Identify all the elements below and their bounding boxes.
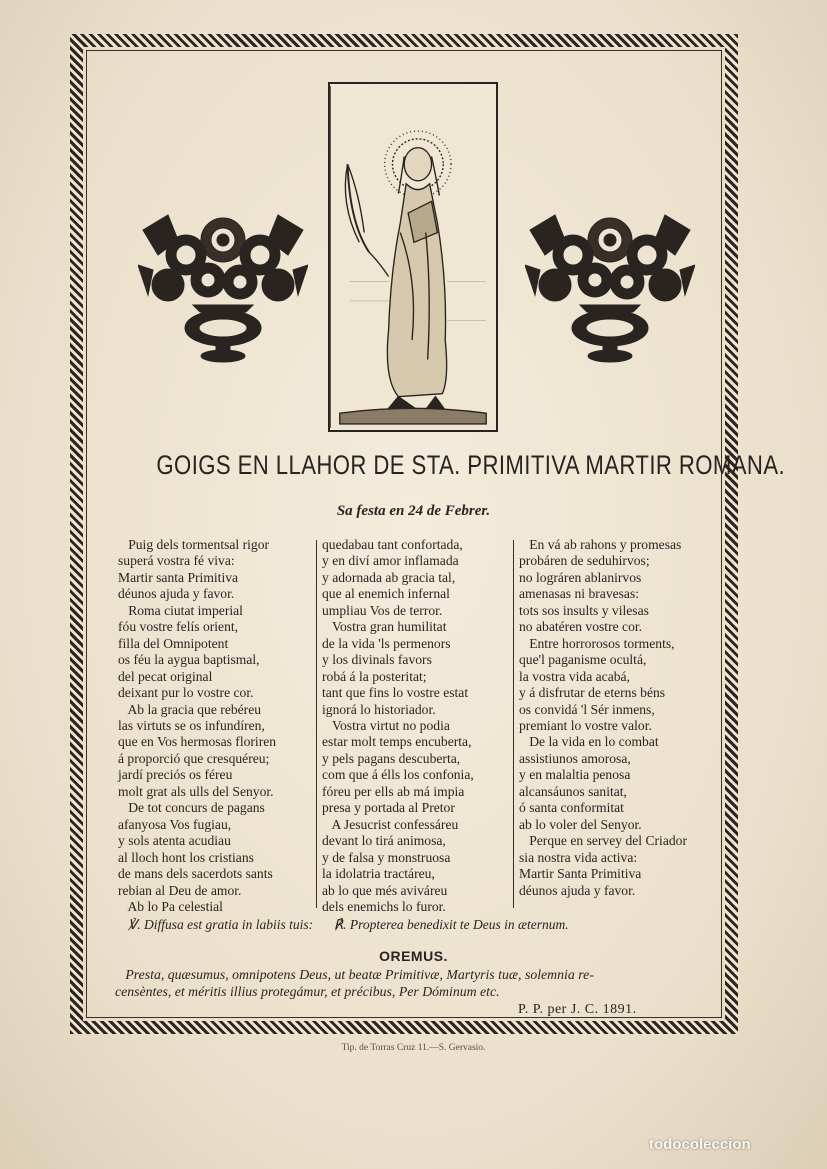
- flower-vase-right-drawing: [525, 210, 695, 365]
- versicle-symbol: ℣.: [128, 917, 141, 932]
- flower-vase-left-drawing: [138, 210, 308, 365]
- saint-figure-drawing: [330, 84, 496, 430]
- verse-column-1: Puig dels tormentsal rigor superá vostra fé viva: Martir santa Primitiva déunos ajuda y favor. Roma ciutat imperial fóu vostre felís orient, filla del Omnipotent os féu la aygua baptismal, del pecat original deixant pur lo vostre cor. Ab la gracia que rebéreu las virtuts se os infundíren, que en Vos hermosas floriren á proporció que cresquéreu; jardí preciós os féreu molt grat als ulls del Senyor. De tot concurs de pagans afanyosa Vos fugiau, y sols atenta acudiau al lloch hont los cristians de mans dels sacerdots sants rebian al Deu de amor. Ab lo Pa celestial: [118, 537, 277, 914]
- response-text: Propterea benedixit te Deus in æternum.: [349, 917, 569, 932]
- oremus-heading: OREMUS.: [379, 948, 448, 964]
- printer-credit: Tip. de Torras Cruz 11.—S. Gervasio.: [341, 1043, 486, 1053]
- watermark: todocoleccion: [649, 1136, 751, 1153]
- flower-vase-icon: [138, 210, 308, 365]
- prayer-text: Presta, quæsumus, omnipotens Deus, ut beatæ Primitivæ, Martyris tuæ, solemnia re- censèntes, et méritis illius protegámur, et précibus, Per Dóminum etc.: [115, 967, 594, 999]
- signature-line: P. P. per J. C. 1891.: [518, 1002, 637, 1017]
- saint-woodcut-icon: [328, 82, 498, 432]
- versicle-text: Diffusa est gratia in labiis tuis:: [144, 917, 314, 932]
- verse-column-3: En vá ab rahons y promesas probáren de seduhirvos; no lográren ablanirvos amenasas ni bravesas: tots sos insults y vilesas no abatéren vostre cor. Entre horrorosos torments, que'l paganisme ocultá, la vostra vida acabá, y á disfrutar de eterns béns os convidá 'l Sér inmens, premiant lo vostre valor. De la vida en lo combat assistiunos amorosa, y en malaltia penosa alcansáunos sanitat, ó santa conformitat ab lo voler del Senyor. Perque en servey del Criador sia nostra vida activa: Martir Santa Primitiva déunos ajuda y favor.: [519, 537, 687, 898]
- verse-column-2: quedabau tant confortada, y en diví amor inflamada y adornada ab gracia tal, que al enemich infernal umpliau Vos de terror. Vostra gran humilitat de la vida 'ls permenors y los divinals favors robá á la posteritat; tant que fins lo vostre estat ignorá lo historiador. Vostra virtut no podia estar molt temps encuberta, y pels pagans descuberta, com que á élls los confonia, fóreu per ells ab má impia presa y portada al Pretor A Jesucrist confessáreu devant lo tirá animosa, y de falsa y monstruosa la idolatria tractáreu, ab lo que més aviváreu dels enemichs lo furor.: [322, 537, 474, 914]
- column-divider: [316, 540, 317, 908]
- feast-date-subtitle: Sa festa en 24 de Febrer.: [336, 503, 491, 519]
- page-title: GOIGS EN LLAHOR DE STA. PRIMITIVA MARTIR ROMANA.: [156, 450, 786, 480]
- column-divider: [513, 540, 514, 908]
- response-symbol: ℟.: [333, 917, 347, 932]
- versicle-line: [128, 917, 569, 933]
- flower-vase-icon: [525, 210, 695, 365]
